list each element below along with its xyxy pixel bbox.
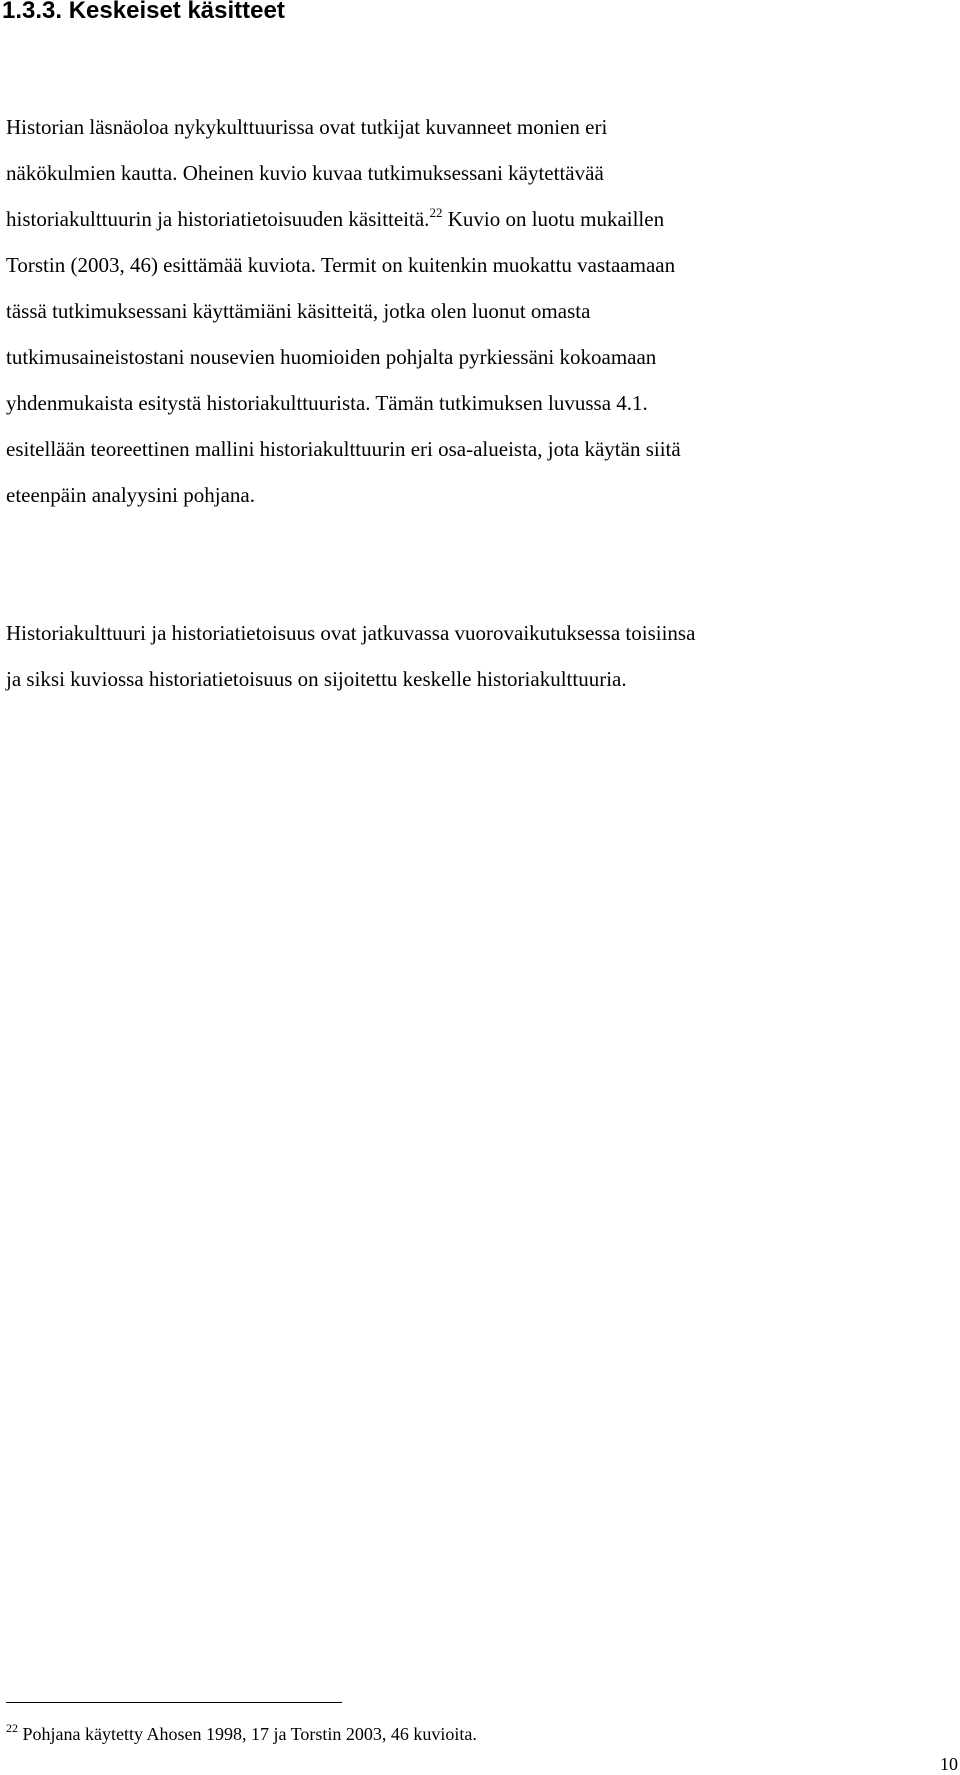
footnote-divider <box>6 1702 342 1703</box>
page-number: 10 <box>940 1754 958 1774</box>
text-line: ja siksi kuviossa historiatietoisuus on sijoitettu keskelle historiakulttuuria. <box>6 667 627 691</box>
footnote-reference[interactable]: 22 <box>429 205 443 220</box>
paragraph-2 <box>6 610 958 702</box>
text-line: tutkimusaineistostani nousevien huomioiden pohjalta pyrkiessäni kokoamaan <box>6 345 657 369</box>
text-line: eteenpäin analyysini pohjana. <box>6 483 255 507</box>
paragraph-1 <box>6 104 958 518</box>
text-line: esitellään teoreettinen mallini historiakulttuurin eri osa-alueista, jota käytän siitä <box>6 437 681 461</box>
text-line: Historian läsnäoloa nykykulttuurissa ovat tutkijat kuvanneet monien eri <box>6 115 608 139</box>
footnote <box>6 1722 477 1746</box>
text-line: yhdenmukaista esitystä historiakulttuurista. Tämän tutkimuksen luvussa 4.1. <box>6 391 648 415</box>
text-line: näkökulmien kautta. Oheinen kuvio kuvaa tutkimuksessani käytettävää <box>6 161 604 185</box>
text-line: Historiakulttuuri ja historiatietoisuus ovat jatkuvassa vuorovaikutuksessa toisiinsa <box>6 621 696 645</box>
text-line: tässä tutkimuksessani käyttämiäni käsitteitä, jotka olen luonut omasta <box>6 299 591 323</box>
footnote-text: Pohjana käytetty Ahosen 1998, 17 ja Torstin 2003, 46 kuvioita. <box>18 1724 477 1744</box>
section-heading: 1.3.3. Keskeiset käsitteet <box>2 0 285 24</box>
text-segment: historiakulttuurin ja historiatietoisuuden käsitteitä. <box>6 207 430 231</box>
text-line: Torstin (2003, 46) esittämää kuviota. Termit on kuitenkin muokattu vastaamaan <box>6 253 676 277</box>
footnote-number: 22 <box>6 1721 18 1735</box>
text-line <box>6 196 958 242</box>
text-segment: Kuvio on luotu mukaillen <box>442 207 665 231</box>
